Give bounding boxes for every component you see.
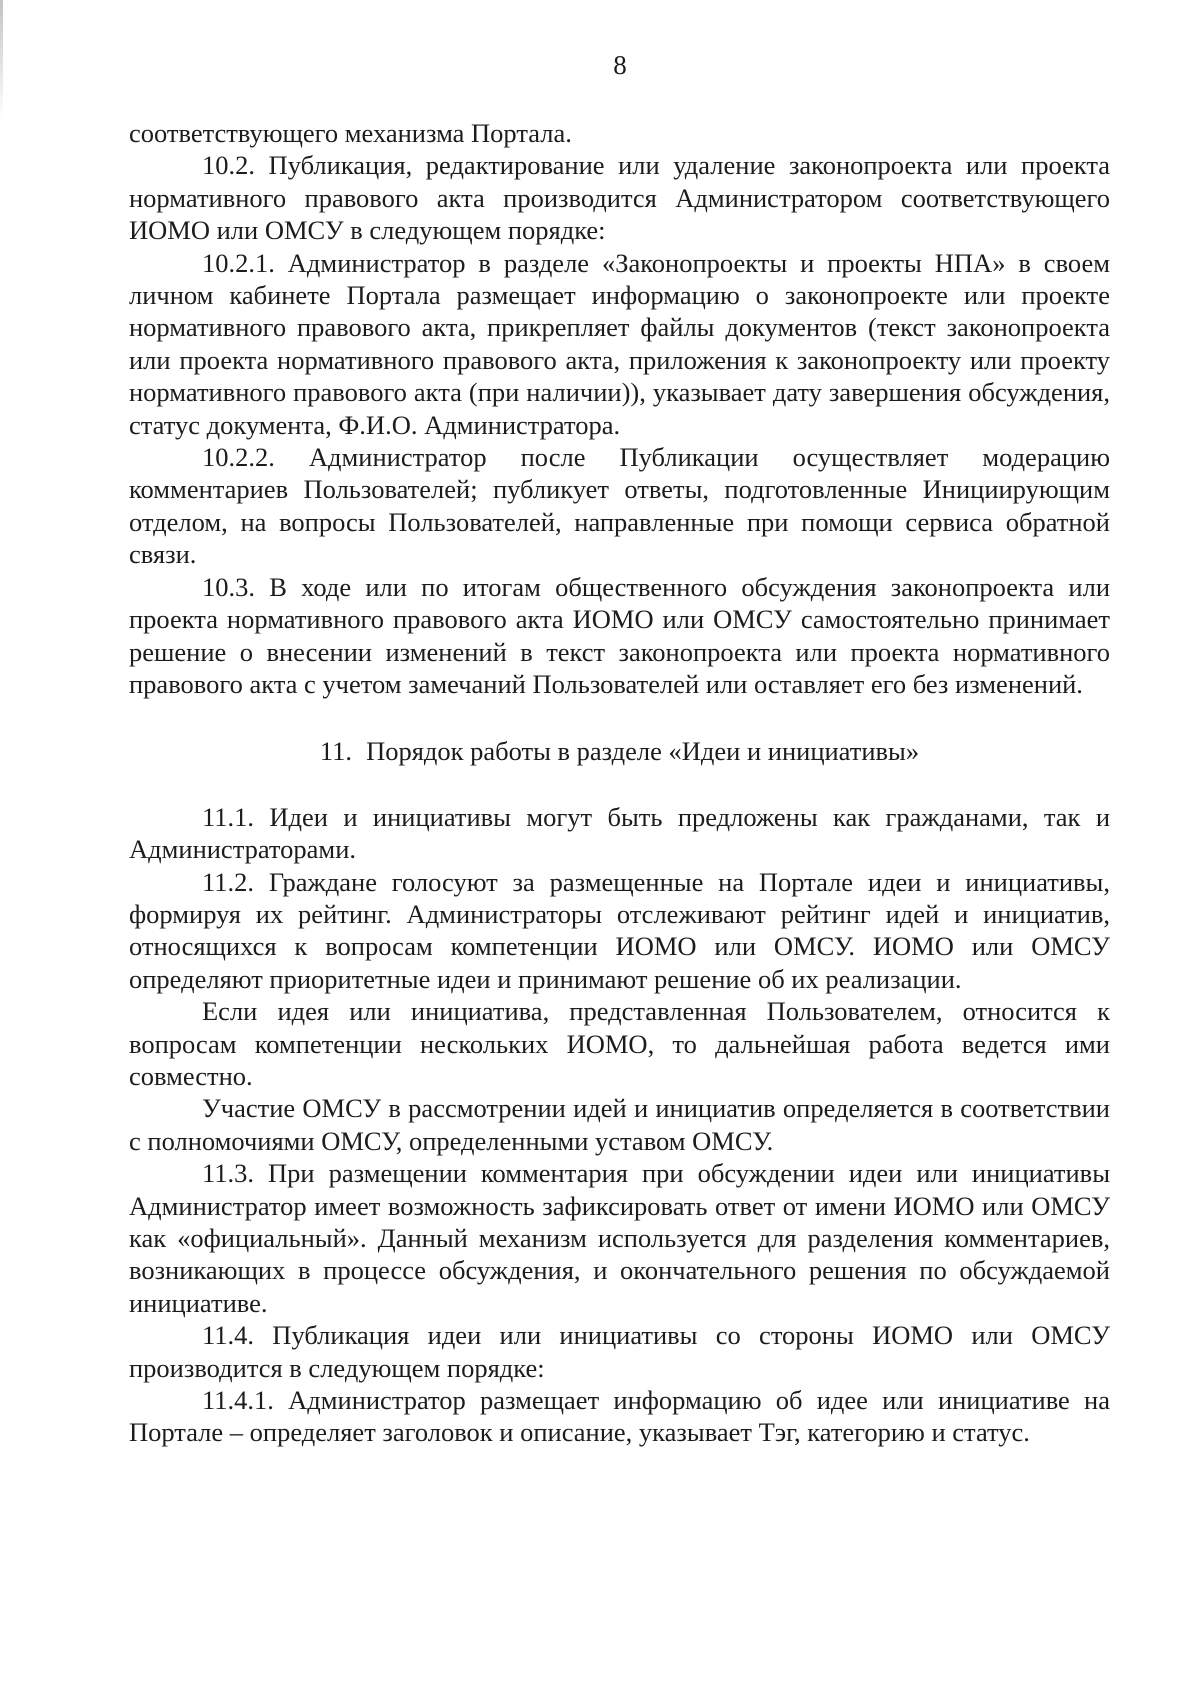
paragraph: Участие ОМСУ в рассмотрении идей и инициатив определяется в соответствии с полномочиями ОМСУ, определенными уставом ОМСУ. — [129, 1093, 1110, 1156]
document-body — [129, 117, 1110, 1449]
paragraph: 10.2.1. Администратор в разделе «Законопроекты и проекты НПА» в своем личном кабинете Портала размещает информацию о законопроекте или проекте нормативного правового акта, прикрепляет файлы документов (текст законопроекта или проекта нормативного правового акта, приложения к законопроекту или проекту нормативного правового акта (при наличии)), указывает дату завершения обсуждения, статус документа, Ф.И.О. Администратора. — [129, 247, 1110, 440]
section-heading-11 — [129, 735, 1110, 767]
section-heading-number: 11. — [319, 736, 353, 767]
paragraph: соответствующего механизма Портала. — [129, 118, 572, 148]
paragraph: 11.3. При размещении комментария при обсуждении идеи или инициативы Администратор имеет возможность зафиксировать ответ от имени ИОМО или ОМСУ как «официальный». Данный механизм используется для разделения комментариев, возникающих в процессе обсуждения, и окончательного решения по обсуждаемой инициативе. — [129, 1158, 1110, 1318]
paragraph: 11.4. Публикация идеи или инициативы со стороны ИОМО или ОМСУ производится в следующем порядке: — [129, 1320, 1110, 1383]
paragraph: 10.2. Публикация, редактирование или удаление законопроекта или проекта нормативного правового акта производится Администратором соответствующего ИОМО или ОМСУ в следующем порядке: — [129, 150, 1110, 246]
section-10-continuation — [129, 117, 1110, 700]
paragraph: 10.2.2. Администратор после Публикации осуществляет модерацию комментариев Пользователей; публикует ответы, подготовленные Инициирующим отделом, на вопросы Пользователей, направленные при помощи сервиса обратной связи. — [129, 442, 1110, 570]
section-heading-title: Порядок работы в разделе «Идеи и инициативы» — [366, 736, 920, 767]
page-number: 8 — [613, 50, 627, 80]
paragraph: 11.4.1. Администратор размещает информацию об идее или инициативе на Портале – определяет заголовок и описание, указывает Тэг, категорию и статус. — [129, 1385, 1110, 1448]
paragraph: 11.1. Идеи и инициативы могут быть предложены как гражданами, так и Администраторами. — [129, 801, 1110, 865]
paragraph: Если идея или инициатива, представленная Пользователем, относится к вопросам компетенции нескольких ИОМО, то дальнейшая работа ведется ими совместно. — [129, 996, 1110, 1091]
section-11-body — [129, 801, 1110, 1449]
paragraph: 10.3. В ходе или по итогам общественного обсуждения законопроекта или проекта нормативного правового акта ИОМО или ОМСУ самостоятельно принимает решение о внесении изменений в текст законопроекта или проекта нормативного правового акта с учетом замечаний Пользователей или оставляет его без изменений. — [129, 571, 1110, 699]
paragraph: 11.2. Граждане голосуют за размещенные на Портале идеи и инициативы, формируя их рейтинг. Администраторы отслеживают рейтинг идей и инициатив, относящихся к вопросам компетенции ИОМО или ОМСУ. ИОМО или ОМСУ определяют приоритетные идеи и принимают решение об их реализации. — [129, 866, 1110, 994]
